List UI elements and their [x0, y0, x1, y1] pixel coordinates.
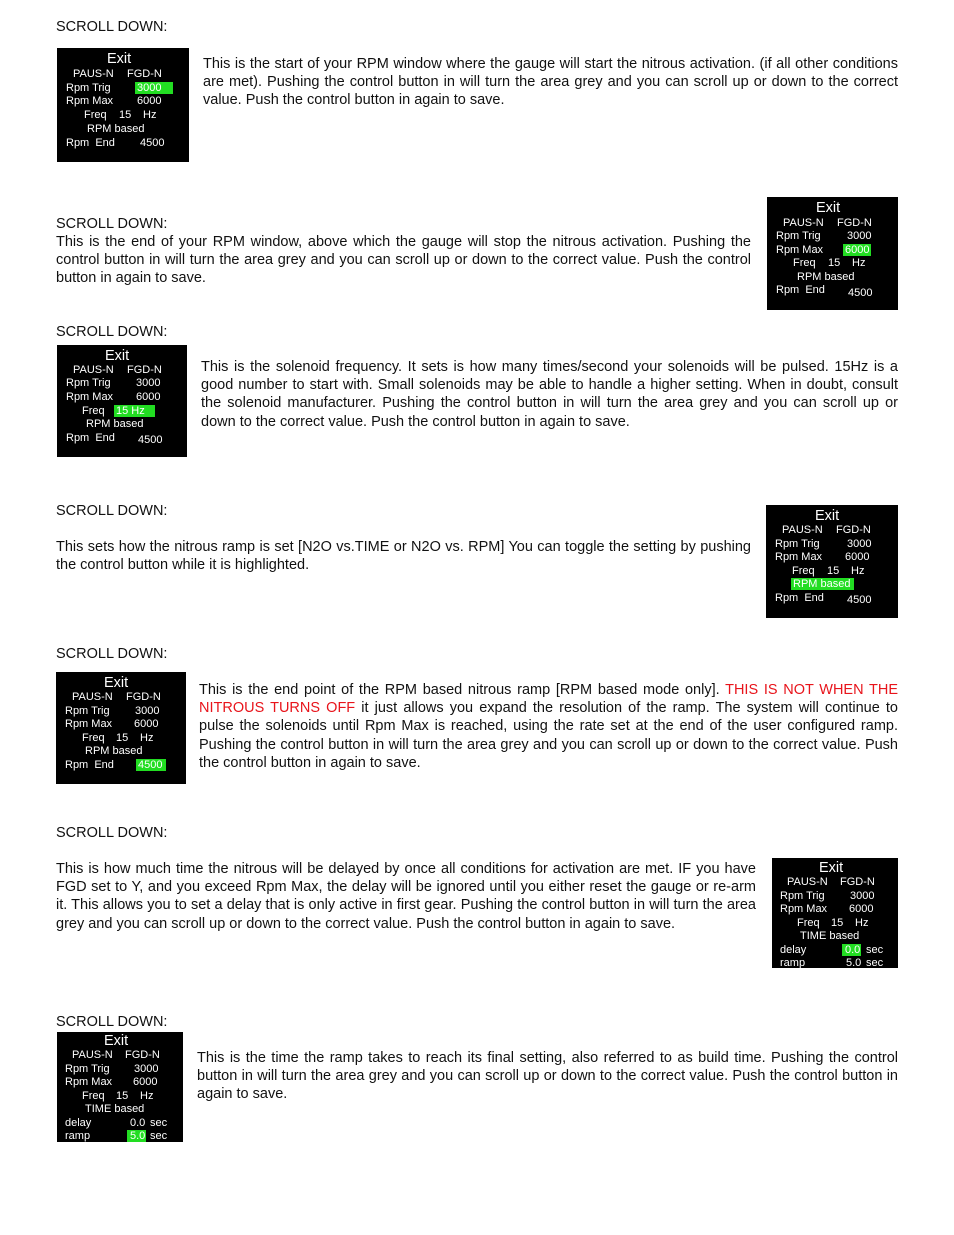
gauge-screen-rpm-trig [57, 48, 189, 162]
freq-unit: Hz [140, 732, 154, 744]
freq-value: 15 [828, 257, 841, 269]
section-4-label: SCROLL DOWN: [56, 503, 168, 519]
section-1-text: This is the start of your RPM window where the gauge will start the nitrous activation. (if all other conditions are met). Pushing the control button in will turn the area grey and you can scroll up or down to the correct value. Push the control button in again to save. [203, 56, 898, 109]
freq-label: Freq [84, 109, 107, 121]
freq-value: 15 [116, 1090, 129, 1102]
exit-label: Exit [107, 51, 132, 67]
ramp-mode: RPM based [791, 578, 854, 590]
section-5-text-intro: This is the end point of the RPM based nitrous ramp [RPM based mode only]. [199, 682, 726, 698]
delay-unit: sec [150, 1117, 168, 1129]
rpm-end-value: 4500 [848, 287, 873, 299]
fgd-label: FGD-N [840, 876, 875, 888]
freq-value: 15 [827, 565, 840, 577]
rpm-end-label: Rpm End [65, 759, 114, 771]
fgd-label: FGD-N [125, 1049, 160, 1061]
rpm-trig-label: Rpm Trig [775, 538, 820, 550]
rpm-max-value: 6000 [136, 391, 161, 403]
ramp-value: 5.0 [127, 1130, 146, 1142]
freq-unit: Hz [143, 109, 157, 121]
fgd-label: FGD-N [836, 524, 871, 536]
rpm-end-label: Rpm End [66, 137, 115, 149]
section-7-label: SCROLL DOWN: [56, 1014, 168, 1030]
delay-label: delay [780, 944, 807, 956]
freq-label: Freq [82, 732, 105, 744]
freq-label: Freq [82, 1090, 105, 1102]
rpm-trig-value: 3000 [847, 230, 872, 242]
ramp-mode: TIME based [85, 1103, 145, 1115]
rpm-trig-value: 3000 [135, 82, 173, 94]
exit-label: Exit [816, 200, 841, 216]
delay-unit: sec [866, 944, 884, 956]
rpm-max-value: 6000 [845, 551, 870, 563]
rpm-max-label: Rpm Max [775, 551, 823, 563]
gauge-screen-delay [772, 858, 898, 968]
exit-label: Exit [815, 508, 840, 524]
section-7-text: This is the time the ramp takes to reach its final setting, also referred to as build time. Pushing the control button in will turn the area grey and you can scroll up or down to the correct value. Push the control button in again to save. [197, 1050, 898, 1103]
exit-label: Exit [819, 860, 844, 876]
freq-value: 15 [119, 109, 132, 121]
rpm-max-label: Rpm Max [66, 391, 114, 403]
paus-label: PAUS-N [787, 876, 828, 888]
freq-label: Freq [82, 405, 105, 417]
freq-label: Freq [793, 257, 816, 269]
rpm-max-value: 6000 [133, 1076, 158, 1088]
ramp-mode: TIME based [800, 930, 860, 942]
section-6-text: This is how much time the nitrous will be delayed by once all conditions for activation are met. IF you have FGD set to Y, and you exceed Rpm Max, the delay will be ignored until you either reset the gauge or re-arm it. This allows you to set a delay that is only active in first gear. Pushing the control button in will turn the area grey and you can scroll up or down to the correct value. Push the control button in again to save. [56, 861, 756, 932]
freq-unit: Hz [851, 565, 865, 577]
rpm-trig-label: Rpm Trig [65, 1063, 110, 1075]
freq-unit: Hz [852, 257, 866, 269]
rpm-trig-label: Rpm Trig [66, 377, 111, 389]
freq-label: Freq [797, 917, 820, 929]
ramp-mode: RPM based [85, 745, 143, 757]
paus-label: PAUS-N [73, 68, 114, 80]
rpm-trig-label: Rpm Trig [66, 82, 111, 94]
paus-label: PAUS-N [72, 1049, 113, 1061]
gauge-screen-ramp [57, 1032, 183, 1142]
gauge-screen-rpm-max [767, 197, 898, 310]
ramp-label: ramp [780, 957, 806, 968]
section-4-text: This sets how the nitrous ramp is set [N2O vs.TIME or N2O vs. RPM] You can toggle the setting by pushing the control button while it is highlighted. [56, 539, 751, 574]
rpm-end-value: 4500 [136, 759, 166, 771]
paus-label: PAUS-N [72, 691, 113, 703]
freq-unit: Hz [140, 1090, 154, 1102]
rpm-max-value: 6000 [134, 718, 159, 730]
rpm-trig-label: Rpm Trig [780, 890, 825, 902]
fgd-label: FGD-N [126, 691, 161, 703]
delay-value: 0.0 [842, 944, 861, 956]
rpm-end-label: Rpm End [775, 592, 824, 604]
ramp-mode: RPM based [86, 418, 144, 430]
fgd-label: FGD-N [127, 68, 162, 80]
rpm-max-label: Rpm Max [66, 95, 114, 107]
rpm-max-label: Rpm Max [65, 718, 113, 730]
rpm-trig-label: Rpm Trig [776, 230, 821, 242]
rpm-max-value: 6000 [845, 244, 870, 256]
ramp-unit: sec [866, 957, 884, 968]
freq-unit: Hz [855, 917, 869, 929]
rpm-trig-label: Rpm Trig [65, 705, 110, 717]
rpm-max-value: 6000 [849, 903, 874, 915]
exit-label: Exit [104, 675, 129, 691]
rpm-end-label: Rpm End [776, 284, 825, 296]
freq-label: Freq [792, 565, 815, 577]
freq-value: 15 [831, 917, 844, 929]
paus-label: PAUS-N [783, 217, 824, 229]
section-2-text: This is the end of your RPM window, above which the gauge will stop the nitrous activation. Pushing the control button in will turn the area grey and you can scroll up or down to the correct value. Push the control button in again to save. [56, 234, 751, 287]
gauge-screen-ramp-mode [766, 505, 898, 618]
exit-label: Exit [104, 1033, 129, 1049]
section-5-label: SCROLL DOWN: [56, 646, 168, 662]
ramp-unit: sec [150, 1130, 168, 1142]
freq-value: 15 Hz [114, 405, 155, 417]
section-1-label: SCROLL DOWN: [56, 19, 168, 35]
section-6-label: SCROLL DOWN: [56, 825, 168, 841]
rpm-trig-value: 3000 [847, 538, 872, 550]
rpm-max-value: 6000 [137, 95, 162, 107]
rpm-trig-value: 3000 [136, 377, 161, 389]
delay-value: 0.0 [130, 1117, 146, 1129]
ramp-mode: RPM based [797, 271, 855, 283]
exit-label: Exit [105, 348, 130, 364]
gauge-screen-rpm-end [56, 672, 186, 784]
fgd-label: FGD-N [837, 217, 872, 229]
rpm-max-label: Rpm Max [776, 244, 824, 256]
section-5-text-rest: it just allows you expand the resolution of the ramp. The system will continue to pulse the solenoids until Rpm Max is reached, using the rate set at the end of the user configured ramp. Pushing the control button in will turn the area grey and you can scroll up or down to the correct value. Push the control button in again to save. [199, 700, 898, 771]
rpm-max-label: Rpm Max [65, 1076, 113, 1088]
rpm-trig-value: 3000 [135, 705, 160, 717]
section-5-text [199, 681, 898, 772]
paus-label: PAUS-N [73, 364, 114, 376]
rpm-trig-value: 3000 [850, 890, 875, 902]
paus-label: PAUS-N [782, 524, 823, 536]
gauge-screen-freq [57, 345, 187, 457]
rpm-trig-value: 3000 [134, 1063, 159, 1075]
section-3-text: This is the solenoid frequency. It sets is how many times/second your solenoids will be pulsed. 15Hz is a good number to start with. Small solenoids may be able to handle a higher setting. When in doubt, consult the solenoid manufacturer. Pushing the control button in will turn the area grey and you can scroll up or down to the correct value. Push the control button in again to save. [201, 359, 898, 430]
ramp-label: ramp [65, 1130, 91, 1142]
delay-label: delay [65, 1117, 92, 1129]
rpm-end-value: 4500 [847, 594, 872, 606]
rpm-end-label: Rpm End [66, 432, 115, 444]
freq-value: 15 [116, 732, 129, 744]
rpm-end-value: 4500 [138, 434, 163, 446]
rpm-max-label: Rpm Max [780, 903, 828, 915]
fgd-label: FGD-N [127, 364, 162, 376]
ramp-mode: RPM based [87, 123, 145, 135]
section-3-label: SCROLL DOWN: [56, 324, 168, 340]
rpm-end-value: 4500 [140, 137, 165, 149]
section-2-label: SCROLL DOWN: [56, 216, 168, 232]
section-5-warning: THIS IS NOT WHEN THE NITROUS TURNS OFF [199, 682, 898, 717]
ramp-value: 5.0 [846, 957, 862, 968]
